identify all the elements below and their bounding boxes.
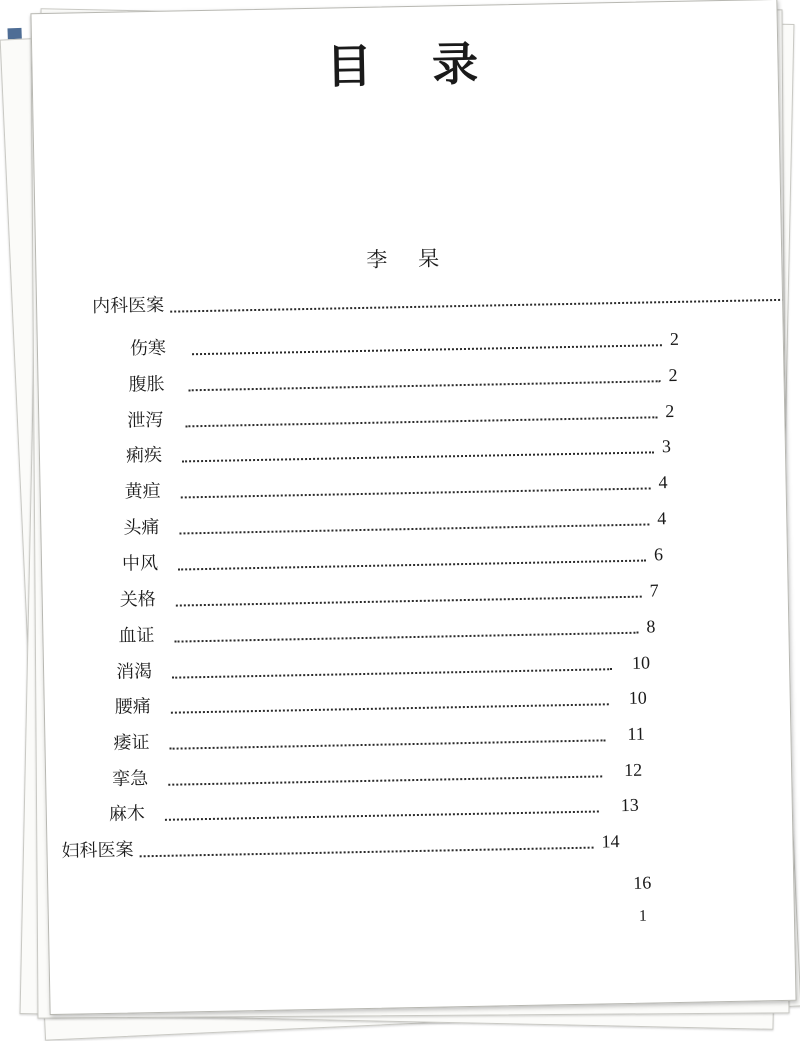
- toc-entry: [128, 360, 796, 397]
- page-title: 目 录: [325, 36, 501, 94]
- toc-entry: [115, 683, 795, 720]
- toc-entry-leader: [172, 668, 612, 678]
- toc-entry-leader: [182, 451, 654, 462]
- toc-entry-leader: [192, 344, 662, 355]
- footer-page-number: 1: [638, 907, 648, 925]
- toc-entry-page-number: 4: [658, 472, 668, 493]
- toc-entry-leader: [175, 632, 639, 643]
- toc-entry: [130, 324, 797, 361]
- toc-entry-label: 麻木: [108, 803, 146, 825]
- toc-entry-label: 中风: [121, 552, 159, 575]
- page-number-16: 16: [633, 872, 652, 893]
- toc-entry-label: 腰痛: [114, 696, 151, 718]
- toc-entry-page-number: 11: [627, 723, 645, 744]
- toc-entry-leader: [140, 847, 594, 858]
- toc-entry-page-number: 2: [665, 400, 675, 422]
- toc-entry-label: 内科医案: [91, 294, 165, 318]
- toc-entry-leader: [168, 775, 602, 785]
- toc-entry-page-number: 12: [623, 759, 643, 781]
- toc-entry-page-number: 13: [620, 794, 639, 816]
- toc-entry-page-number: 10: [628, 687, 647, 708]
- toc-entry-label: 痿证: [113, 732, 150, 754]
- toc-entry-label: 泄泻: [127, 409, 164, 432]
- toc-entry-leader: [165, 810, 599, 820]
- toc-entry-leader: [171, 703, 609, 713]
- toc-entry: [116, 648, 796, 685]
- toc-entry-page-number: 2: [669, 328, 680, 350]
- toc-entry: [92, 282, 772, 319]
- toc-entry-label: 挛急: [111, 768, 149, 790]
- toc-entry: [120, 576, 797, 613]
- toc-entry-label: 血证: [118, 624, 155, 647]
- toc-entry: [113, 719, 793, 756]
- toc-entry-page-number: 3: [661, 436, 672, 457]
- toc-entry: [118, 612, 796, 649]
- toc-entry: [124, 467, 796, 504]
- toc-page: [30, 0, 796, 1015]
- toc-entry-label: 妇科医案: [61, 839, 134, 862]
- toc-entry: [61, 827, 741, 864]
- toc-entry-page-number: 14: [601, 831, 620, 852]
- toc-entry: [127, 396, 796, 433]
- toc-entry: [112, 755, 792, 792]
- toc-entry-leader: [176, 596, 642, 607]
- toc-entry-leader: [170, 299, 792, 313]
- toc-entry-leader: [181, 487, 651, 498]
- toc-entry-leader: [170, 739, 606, 749]
- toc-entry: [126, 431, 797, 468]
- toc-entry-page-number: 7: [649, 580, 659, 601]
- toc-entry-page-number: 4: [657, 508, 667, 529]
- toc-entry-label: 伤寒: [129, 337, 167, 360]
- toc-entry: [109, 790, 789, 827]
- author-name: 李 杲: [366, 246, 452, 272]
- toc-entry-page-number: 6: [653, 544, 664, 565]
- toc-entry-label: 黄疸: [124, 480, 161, 503]
- toc-entry-label: 消渴: [115, 661, 153, 683]
- toc-entry-page-number: 8: [646, 616, 656, 637]
- toc-entry: [123, 504, 796, 541]
- toc-entry-label: 腹胀: [128, 373, 165, 396]
- toc-entry-page-number: 10: [631, 652, 651, 673]
- toc-entry-label: 痢疾: [125, 444, 163, 467]
- toc-entry-page-number: 2: [668, 364, 678, 386]
- toc-entry-leader: [178, 560, 646, 571]
- toc-entry-label: 头痛: [123, 516, 160, 539]
- toc-entry-leader: [189, 380, 661, 391]
- toc-entry: [122, 540, 797, 577]
- toc-entry-label: 关格: [119, 588, 156, 611]
- toc-entry-leader: [179, 523, 649, 534]
- toc-entry-leader: [185, 416, 657, 427]
